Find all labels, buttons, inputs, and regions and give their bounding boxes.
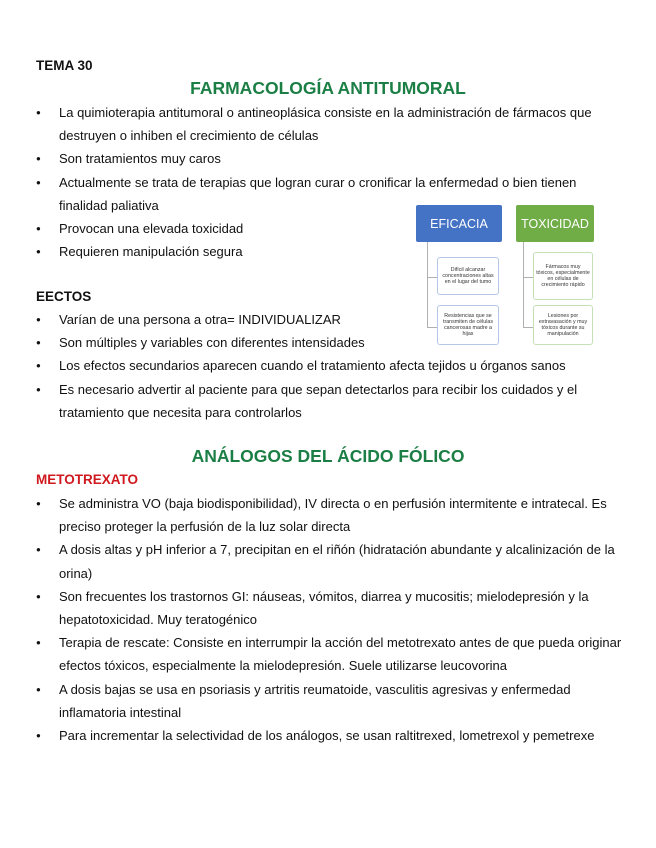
toxicidad-card: Fármacos muy tóxicos, especialmente en células de crecimiento rápido [533, 252, 593, 300]
topic-label: TEMA 30 [36, 58, 93, 73]
eficacia-card: Difícil alcanzar concentraciones altas en el lugar del tumo [437, 257, 499, 295]
list-item: ● Actualmente se trata de terapias que logran curar o cronificar la enfermedad o bien tienen finalidad paliativa [36, 171, 616, 217]
list-item: ● Provocan una elevada toxicidad [36, 217, 616, 240]
eficacia-header: EFICACIA [416, 205, 502, 242]
drug-list [36, 492, 626, 747]
list-item: ● Es necesario advertir al paciente para que sepan detectarlos para recibir los cuidados y el tratamiento que necesita para controlarlos [36, 378, 616, 424]
page-title: FARMACOLOGÍA ANTITUMORAL [190, 78, 466, 98]
list-item: ● Son tratamientos muy caros [36, 147, 616, 170]
drug-name: METOTREXATO [36, 472, 139, 487]
list-item: ● Son múltiples y variables con diferentes intensidades [36, 331, 616, 354]
list-item: ● Varían de una persona a otra= INDIVIDUALIZAR [36, 308, 616, 331]
toxicidad-card: Lesiones por extravasación y muy tóxicos durante su manipulación [533, 305, 593, 345]
list-item: ● Los efectos secundarios aparecen cuando el tratamiento afecta tejidos u órganos sanos [36, 354, 616, 377]
toxicidad-header: TOXICIDAD [516, 205, 594, 242]
section-title: ANÁLOGOS DEL ÁCIDO FÓLICO [191, 446, 465, 466]
effects-heading: EECTOS [36, 289, 92, 304]
list-item: ● Son frecuentes los trastornos GI: náuseas, vómitos, diarrea y mucositis; mielodepresión y la hepatotoxicidad. Muy teratogénico [36, 585, 626, 631]
list-item: ● Para incrementar la selectividad de los análogos, se usan raltitrexed, lometrexol y pemetrexe [36, 724, 626, 747]
list-item: ● La quimioterapia antitumoral o antineoplásica consiste en la administración de fármacos que destruyen o inhiben el crecimiento de células [36, 101, 616, 147]
list-item: ● A dosis altas y pH inferior a 7, precipitan en el riñón (hidratación abundante y alcalinización de la orina) [36, 538, 626, 584]
list-item: ● Terapia de rescate: Consiste en interrumpir la acción del metotrexato antes de que pueda originar efectos tóxicos, especialmente la mielodepresión. Suele utilizarse leucovorina [36, 631, 626, 677]
effects-list [36, 308, 616, 424]
list-item: ● A dosis bajas se usa en psoriasis y artritis reumatoide, vasculitis agresivas y enfermedad inflamatoria intestinal [36, 678, 626, 724]
list-item: ● Se administra VO (baja biodisponibilidad), IV directa o en perfusión intermitente e intratecal. Es preciso proteger la perfusión de la luz solar directa [36, 492, 626, 538]
eficacia-card: Resistencias que se transmiten de células cancerosas madre a hijas [437, 305, 499, 345]
connector-line [523, 277, 533, 278]
connector-line [427, 277, 437, 278]
list-item: ● Requieren manipulación segura [36, 240, 616, 263]
